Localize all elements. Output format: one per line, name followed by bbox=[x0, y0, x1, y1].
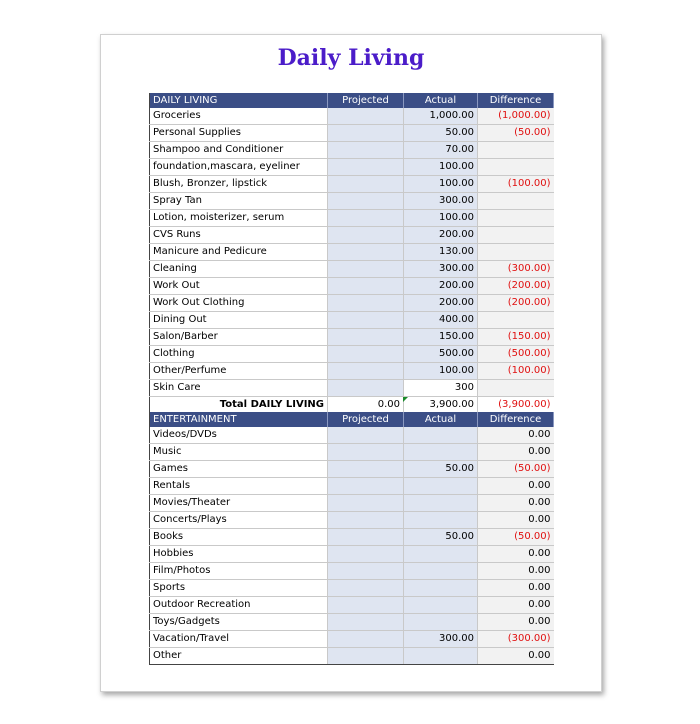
total-label: Total DAILY LIVING bbox=[150, 397, 328, 414]
row-difference[interactable]: (50.00) bbox=[478, 529, 554, 546]
table-row bbox=[150, 614, 554, 631]
row-difference[interactable]: (150.00) bbox=[478, 329, 554, 346]
row-label[interactable]: Work Out Clothing bbox=[150, 295, 328, 312]
table-row bbox=[150, 329, 554, 346]
row-actual[interactable] bbox=[404, 597, 478, 614]
row-label[interactable]: Games bbox=[150, 461, 328, 478]
row-label[interactable]: Lotion, moisterizer, serum bbox=[150, 210, 328, 227]
row-label[interactable]: Movies/Theater bbox=[150, 495, 328, 512]
row-projected[interactable] bbox=[328, 563, 404, 580]
table-row bbox=[150, 529, 554, 546]
row-projected[interactable] bbox=[328, 125, 404, 142]
row-label[interactable]: Rentals bbox=[150, 478, 328, 495]
row-projected[interactable] bbox=[328, 193, 404, 210]
row-difference[interactable]: 0.00 bbox=[478, 444, 554, 461]
row-actual[interactable]: 100.00 bbox=[404, 159, 478, 176]
row-actual[interactable]: 100.00 bbox=[404, 363, 478, 380]
table-row bbox=[150, 648, 554, 665]
row-actual[interactable]: 70.00 bbox=[404, 142, 478, 159]
row-actual[interactable] bbox=[404, 427, 478, 444]
daily-living-total-row bbox=[150, 397, 554, 414]
row-actual[interactable]: 400.00 bbox=[404, 312, 478, 329]
header-actual: Actual bbox=[404, 412, 478, 427]
table-row bbox=[150, 244, 554, 261]
row-label[interactable]: Groceries bbox=[150, 108, 328, 125]
page-title: Daily Living bbox=[277, 45, 425, 71]
table-row bbox=[150, 193, 554, 210]
table-row bbox=[150, 176, 554, 193]
row-difference[interactable]: 0.00 bbox=[478, 478, 554, 495]
row-projected[interactable] bbox=[328, 478, 404, 495]
row-difference[interactable]: (300.00) bbox=[478, 631, 554, 648]
row-difference[interactable]: 0.00 bbox=[478, 563, 554, 580]
table-row bbox=[150, 512, 554, 529]
row-projected[interactable] bbox=[328, 597, 404, 614]
row-difference[interactable]: (200.00) bbox=[478, 278, 554, 295]
entertainment-table bbox=[149, 412, 554, 665]
row-actual[interactable]: 300.00 bbox=[404, 631, 478, 648]
row-actual[interactable]: 200.00 bbox=[404, 295, 478, 312]
row-projected[interactable] bbox=[328, 512, 404, 529]
row-actual[interactable] bbox=[404, 495, 478, 512]
row-projected[interactable] bbox=[328, 312, 404, 329]
row-actual[interactable]: 200.00 bbox=[404, 278, 478, 295]
table-row bbox=[150, 295, 554, 312]
row-projected[interactable] bbox=[328, 495, 404, 512]
row-actual[interactable]: 100.00 bbox=[404, 176, 478, 193]
table-row bbox=[150, 580, 554, 597]
row-difference[interactable] bbox=[478, 227, 554, 244]
row-projected[interactable] bbox=[328, 363, 404, 380]
table-row bbox=[150, 495, 554, 512]
row-actual[interactable]: 50.00 bbox=[404, 461, 478, 478]
table-row bbox=[150, 108, 554, 125]
row-difference[interactable] bbox=[478, 193, 554, 210]
row-difference[interactable]: 0.00 bbox=[478, 597, 554, 614]
row-label[interactable]: Film/Photos bbox=[150, 563, 328, 580]
row-projected[interactable] bbox=[328, 227, 404, 244]
row-projected[interactable] bbox=[328, 329, 404, 346]
header-category: ENTERTAINMENT bbox=[150, 412, 328, 427]
table-row bbox=[150, 631, 554, 648]
row-difference[interactable]: (50.00) bbox=[478, 461, 554, 478]
row-projected[interactable] bbox=[328, 159, 404, 176]
header-difference: Difference bbox=[478, 93, 554, 108]
table-row bbox=[150, 227, 554, 244]
row-difference[interactable] bbox=[478, 244, 554, 261]
row-actual[interactable] bbox=[404, 648, 478, 665]
row-projected[interactable] bbox=[328, 444, 404, 461]
row-projected[interactable] bbox=[328, 529, 404, 546]
row-actual[interactable]: 1,000.00 bbox=[404, 108, 478, 125]
table-row bbox=[150, 261, 554, 278]
header-projected: Projected bbox=[328, 93, 404, 108]
row-actual[interactable] bbox=[404, 614, 478, 631]
table-row bbox=[150, 159, 554, 176]
row-label[interactable]: foundation,mascara, eyeliner bbox=[150, 159, 328, 176]
row-difference[interactable]: 0.00 bbox=[478, 648, 554, 665]
table-row bbox=[150, 427, 554, 444]
row-projected[interactable] bbox=[328, 580, 404, 597]
row-difference[interactable]: 0.00 bbox=[478, 614, 554, 631]
row-actual[interactable] bbox=[404, 512, 478, 529]
row-projected[interactable] bbox=[328, 108, 404, 125]
row-difference[interactable]: (50.00) bbox=[478, 125, 554, 142]
row-projected[interactable] bbox=[328, 427, 404, 444]
row-difference[interactable] bbox=[478, 159, 554, 176]
table-row bbox=[150, 210, 554, 227]
row-projected[interactable] bbox=[328, 278, 404, 295]
row-actual[interactable] bbox=[404, 478, 478, 495]
row-actual[interactable]: 50.00 bbox=[404, 529, 478, 546]
daily-living-header-row bbox=[150, 93, 554, 108]
total-projected[interactable]: 0.00 bbox=[328, 397, 404, 414]
row-actual[interactable]: 130.00 bbox=[404, 244, 478, 261]
row-label[interactable]: Cleaning bbox=[150, 261, 328, 278]
row-label[interactable]: Sports bbox=[150, 580, 328, 597]
row-actual[interactable]: 150.00 bbox=[404, 329, 478, 346]
table-row bbox=[150, 278, 554, 295]
table-row bbox=[150, 597, 554, 614]
row-label[interactable]: Other/Perfume bbox=[150, 363, 328, 380]
row-projected[interactable] bbox=[328, 244, 404, 261]
row-projected[interactable] bbox=[328, 614, 404, 631]
row-difference[interactable]: (500.00) bbox=[478, 346, 554, 363]
row-label[interactable]: Other bbox=[150, 648, 328, 665]
row-actual[interactable]: 50.00 bbox=[404, 125, 478, 142]
row-actual[interactable] bbox=[404, 580, 478, 597]
header-actual: Actual bbox=[404, 93, 478, 108]
table-row bbox=[150, 142, 554, 159]
table-row bbox=[150, 363, 554, 380]
row-label[interactable]: Salon/Barber bbox=[150, 329, 328, 346]
row-difference[interactable] bbox=[478, 210, 554, 227]
budget-sheet bbox=[100, 34, 602, 692]
row-projected[interactable] bbox=[328, 295, 404, 312]
header-category: DAILY LIVING bbox=[150, 93, 328, 108]
table-row bbox=[150, 125, 554, 142]
row-label[interactable]: Shampoo and Conditioner bbox=[150, 142, 328, 159]
row-projected[interactable] bbox=[328, 346, 404, 363]
row-difference[interactable]: (300.00) bbox=[478, 261, 554, 278]
row-projected[interactable] bbox=[328, 142, 404, 159]
row-difference[interactable]: 0.00 bbox=[478, 427, 554, 444]
row-difference[interactable] bbox=[478, 380, 554, 397]
row-label[interactable]: Personal Supplies bbox=[150, 125, 328, 142]
row-actual[interactable]: 300.00 bbox=[404, 261, 478, 278]
table-row bbox=[150, 312, 554, 329]
row-label[interactable]: Videos/DVDs bbox=[150, 427, 328, 444]
row-label[interactable]: Manicure and Pedicure bbox=[150, 244, 328, 261]
row-difference[interactable]: 0.00 bbox=[478, 580, 554, 597]
header-projected: Projected bbox=[328, 412, 404, 427]
row-label[interactable]: Blush, Bronzer, lipstick bbox=[150, 176, 328, 193]
row-projected[interactable] bbox=[328, 261, 404, 278]
row-actual[interactable] bbox=[404, 563, 478, 580]
table-row bbox=[150, 478, 554, 495]
table-row bbox=[150, 444, 554, 461]
row-label[interactable]: Clothing bbox=[150, 346, 328, 363]
row-label[interactable]: Toys/Gadgets bbox=[150, 614, 328, 631]
row-label[interactable]: Vacation/Travel bbox=[150, 631, 328, 648]
row-label[interactable]: Concerts/Plays bbox=[150, 512, 328, 529]
table-row bbox=[150, 380, 554, 397]
table-row bbox=[150, 563, 554, 580]
header-difference: Difference bbox=[478, 412, 554, 427]
row-actual[interactable] bbox=[404, 444, 478, 461]
row-actual[interactable] bbox=[404, 546, 478, 563]
table-row bbox=[150, 346, 554, 363]
row-label[interactable]: Work Out bbox=[150, 278, 328, 295]
row-label[interactable]: Books bbox=[150, 529, 328, 546]
row-label[interactable]: CVS Runs bbox=[150, 227, 328, 244]
row-difference[interactable]: (200.00) bbox=[478, 295, 554, 312]
row-difference[interactable] bbox=[478, 312, 554, 329]
daily-living-table bbox=[149, 93, 554, 414]
row-actual[interactable]: 100.00 bbox=[404, 210, 478, 227]
row-difference[interactable]: (1,000.00) bbox=[478, 108, 554, 125]
row-projected[interactable] bbox=[328, 461, 404, 478]
row-label[interactable]: Hobbies bbox=[150, 546, 328, 563]
row-difference[interactable]: (100.00) bbox=[478, 363, 554, 380]
table-row bbox=[150, 461, 554, 478]
row-difference[interactable] bbox=[478, 142, 554, 159]
row-projected[interactable] bbox=[328, 648, 404, 665]
total-difference[interactable]: (3,900.00) bbox=[478, 397, 554, 414]
entertainment-header-row bbox=[150, 412, 554, 427]
row-label[interactable]: Outdoor Recreation bbox=[150, 597, 328, 614]
row-projected[interactable] bbox=[328, 210, 404, 227]
row-actual[interactable]: 300 bbox=[404, 380, 478, 397]
row-actual[interactable]: 500.00 bbox=[404, 346, 478, 363]
row-difference[interactable]: 0.00 bbox=[478, 512, 554, 529]
row-label[interactable]: Dining Out bbox=[150, 312, 328, 329]
row-label[interactable]: Spray Tan bbox=[150, 193, 328, 210]
row-label[interactable]: Skin Care bbox=[150, 380, 328, 397]
row-projected[interactable] bbox=[328, 176, 404, 193]
row-projected[interactable] bbox=[328, 631, 404, 648]
row-difference[interactable]: 0.00 bbox=[478, 546, 554, 563]
cell-comment-marker bbox=[403, 397, 408, 402]
row-difference[interactable]: (100.00) bbox=[478, 176, 554, 193]
row-actual[interactable]: 200.00 bbox=[404, 227, 478, 244]
row-actual[interactable]: 300.00 bbox=[404, 193, 478, 210]
total-actual[interactable]: 3,900.00 bbox=[404, 397, 478, 414]
row-projected[interactable] bbox=[328, 380, 404, 397]
row-projected[interactable] bbox=[328, 546, 404, 563]
row-label[interactable]: Music bbox=[150, 444, 328, 461]
table-row bbox=[150, 546, 554, 563]
row-difference[interactable]: 0.00 bbox=[478, 495, 554, 512]
